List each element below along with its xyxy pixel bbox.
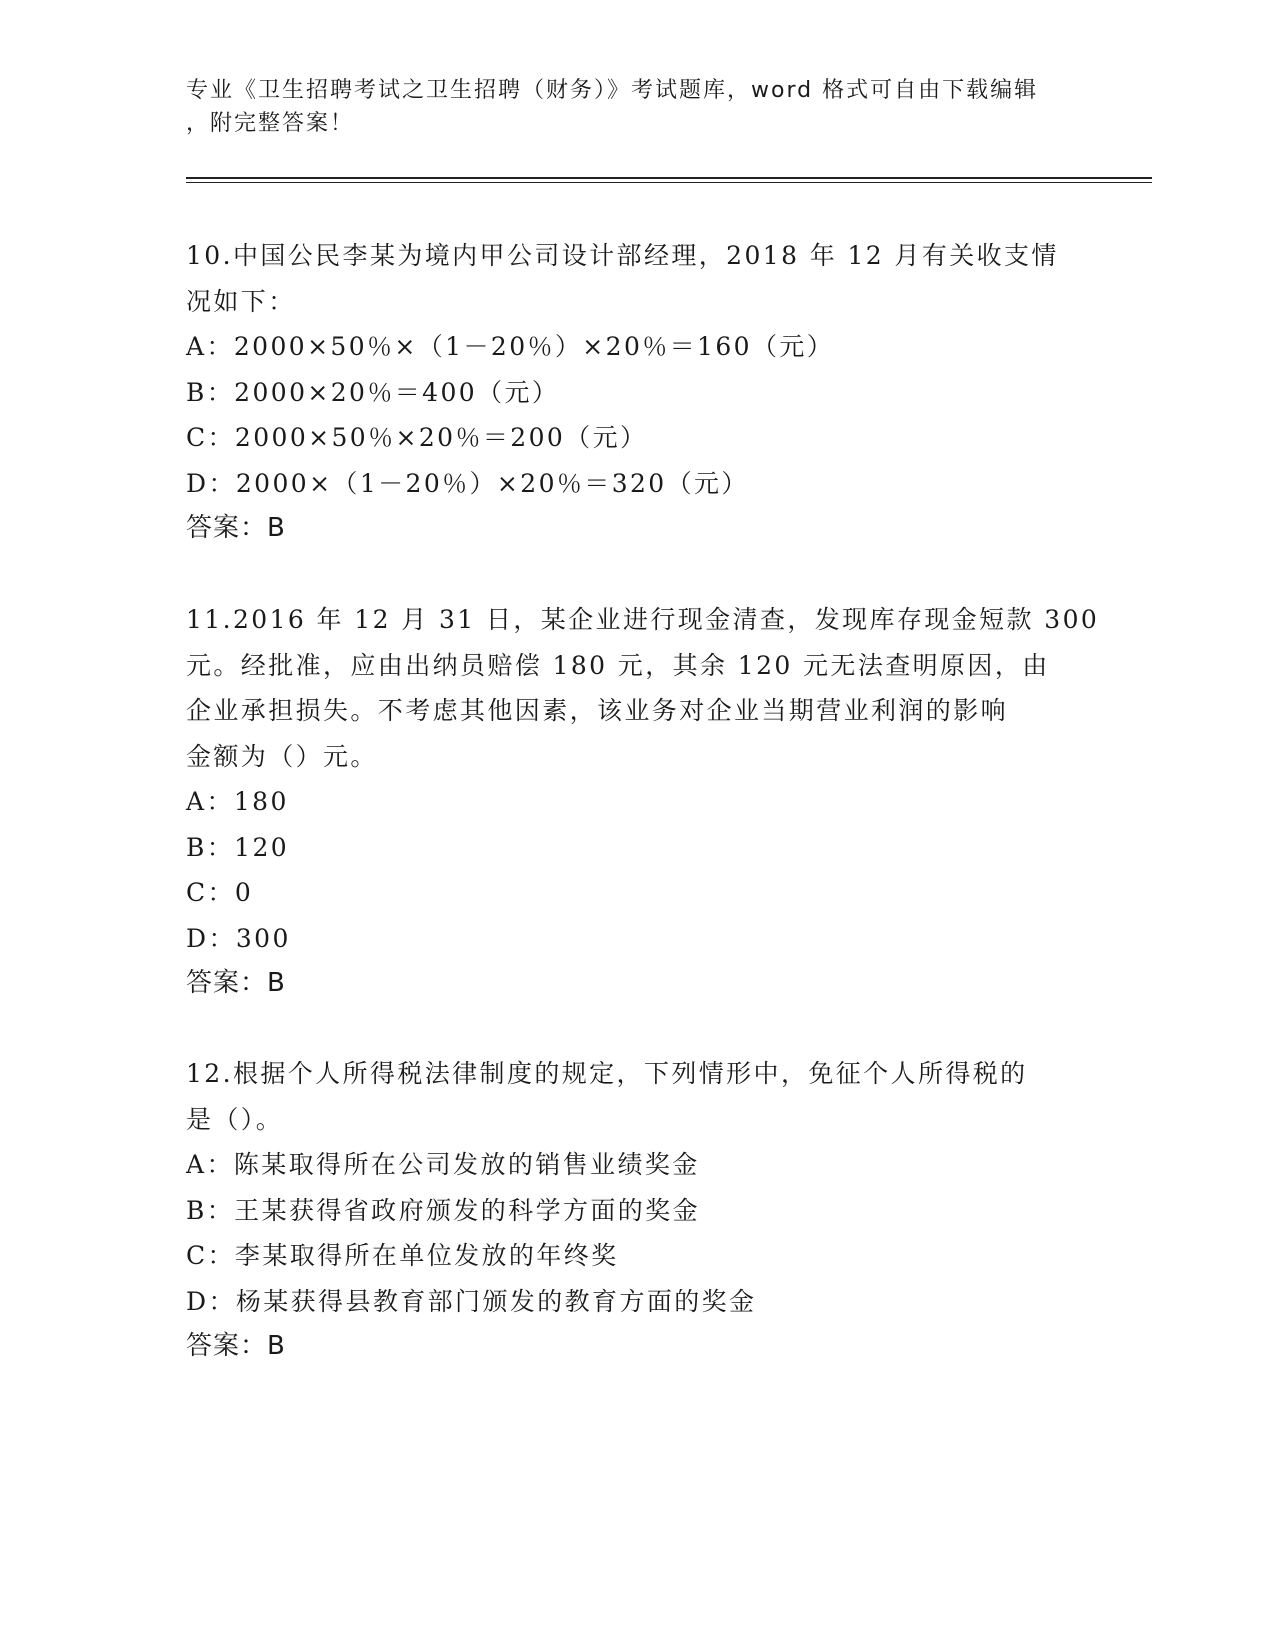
header-line: ，附完整答案！ xyxy=(186,111,355,136)
question-stem xyxy=(186,597,1100,779)
header-divider-thin xyxy=(186,182,1152,183)
question-stem xyxy=(186,1051,1086,1142)
question-line: 是（）。 xyxy=(186,1104,284,1134)
option-a: A：2000×50％×（1－20％）×20％＝160（元） xyxy=(186,332,835,361)
question-line: 况如下： xyxy=(186,286,296,316)
question-stem xyxy=(186,233,1086,324)
question-line: 10.中国公民李某为境内甲公司设计部经理，2018 年 12 月有关收支情 xyxy=(186,241,1059,270)
question-line: 企业承担损失。不考虑其他因素，该业务对企业当期营业利润的影响 xyxy=(186,696,1009,725)
question-line: 金额为（）元。 xyxy=(186,741,378,771)
option-d: D：2000×（1－20％）×20％＝320（元） xyxy=(186,468,749,498)
question-line: 元。经批准，应由出纳员赔偿 180 元，其余 120 元无法查明原因，由 xyxy=(186,650,1050,680)
option-c: C：李某取得所在单位发放的年终奖 xyxy=(186,1241,619,1270)
option-a: A：陈某取得所在公司发放的销售业绩奖金 xyxy=(186,1150,700,1179)
question-line: 12.根据个人所得税法律制度的规定，下列情形中，免征个人所得税的 xyxy=(186,1059,1028,1088)
question-line: 11.2016 年 12 月 31 日，某企业进行现金清查，发现库存现金短款 300 xyxy=(186,605,1100,634)
option-b: B：王某获得省政府颁发的科学方面的奖金 xyxy=(186,1195,700,1225)
option-a: A：180 xyxy=(186,787,289,816)
question-12 xyxy=(186,1051,1086,1370)
document-header xyxy=(186,74,1066,140)
option-b: B：2000×20％＝400（元） xyxy=(186,377,560,407)
option-b: B：120 xyxy=(186,832,290,862)
question-10 xyxy=(186,233,1086,552)
option-c: C：0 xyxy=(186,878,254,907)
answer: 答案：B xyxy=(186,1331,286,1361)
question-11 xyxy=(186,597,1100,1007)
option-c: C：2000×50％×20％＝200（元） xyxy=(186,423,648,452)
answer: 答案：B xyxy=(186,513,286,543)
header-line: 专业《卫生招聘考试之卫生招聘（财务）》考试题库，word 格式可自由下载编辑 xyxy=(186,78,1039,103)
option-d: D：300 xyxy=(186,923,291,953)
header-divider xyxy=(186,177,1152,179)
option-d: D：杨某获得县教育部门颁发的教育方面的奖金 xyxy=(186,1286,757,1316)
answer: 答案：B xyxy=(186,968,286,998)
